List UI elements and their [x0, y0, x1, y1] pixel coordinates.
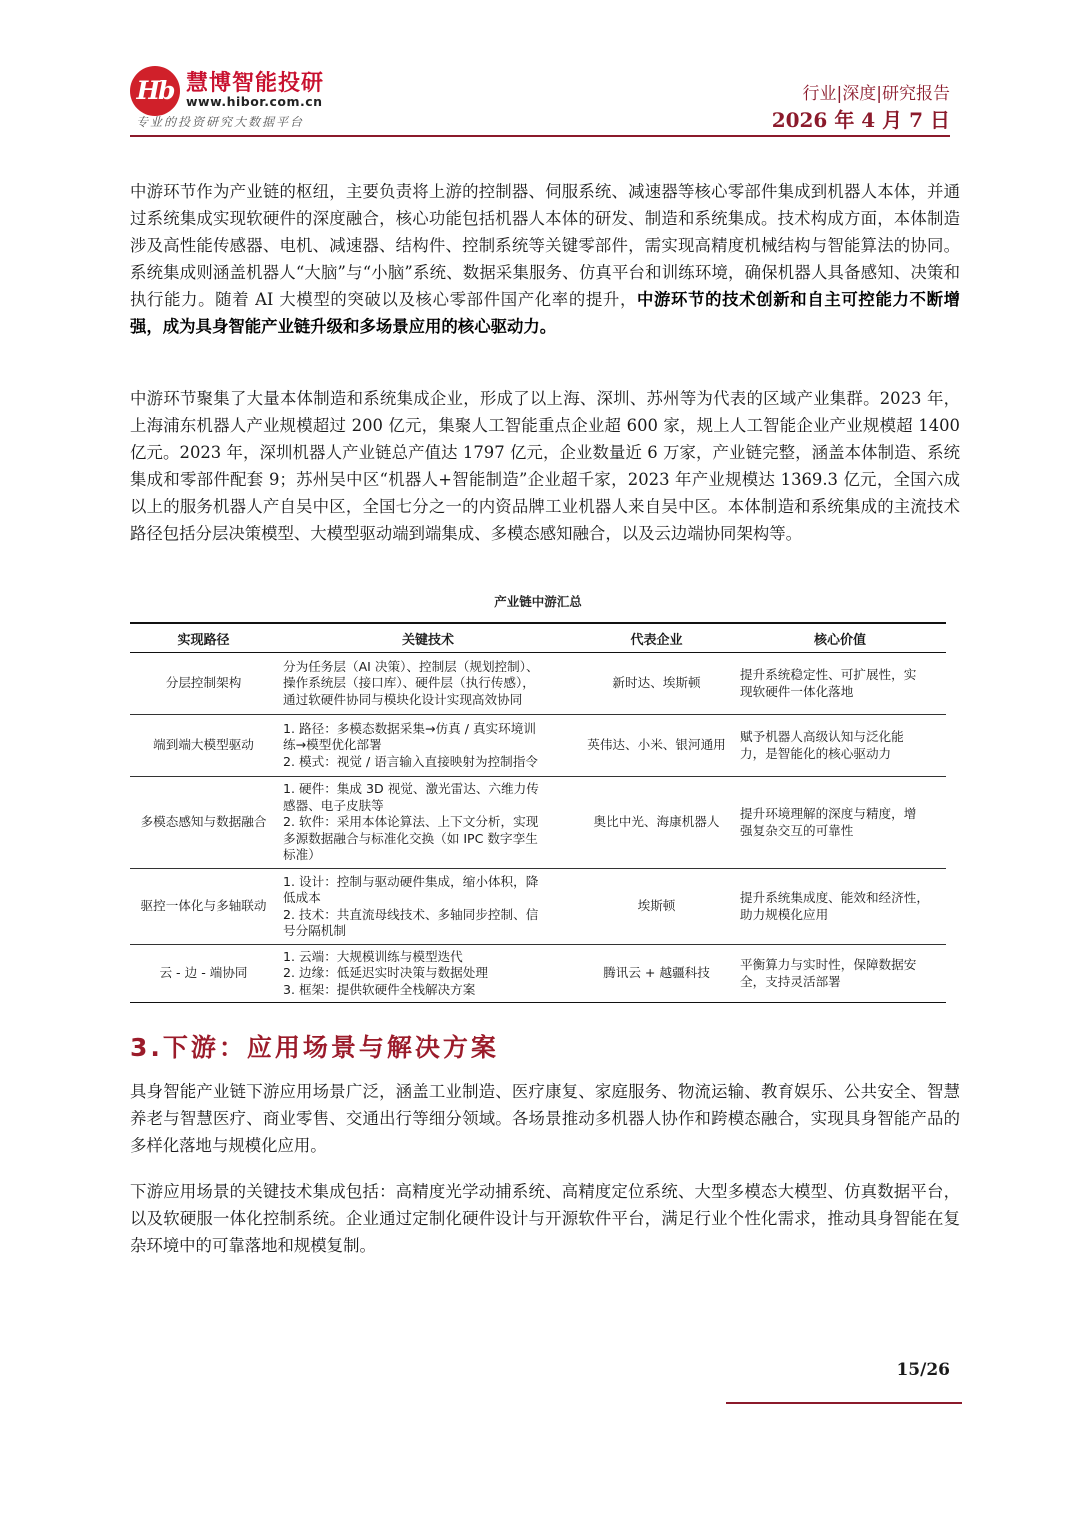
path-cell: 端到端大模型驱动 — [130, 715, 277, 777]
logo-mark-icon: Hb — [130, 66, 180, 116]
report-type: 行业|深度|研究报告 — [802, 84, 950, 104]
column-header: 关键技术 — [277, 623, 579, 653]
brand-logo — [130, 66, 330, 130]
table-row — [130, 653, 946, 715]
table-row — [130, 777, 946, 869]
tech-line: 1. 硬件：集成 3D 视觉、激光雷达、六维力传 — [283, 781, 539, 797]
logo-name: 慧博智能投研 — [186, 71, 325, 96]
table-header-row — [130, 623, 946, 653]
value-cell — [734, 777, 946, 869]
logo-slogan: 专业的投资研究大数据平台 — [136, 115, 305, 129]
tech-line: 多源数据融合与标准化交换（如 IPC 数字孪生 — [283, 830, 538, 846]
value-cell — [734, 869, 946, 945]
logo-url: www.hibor.com.cn — [186, 94, 323, 109]
value-line: 全，支持灵活部署 — [740, 973, 841, 989]
downstream-paragraph-1: 具身智能产业链下游应用场景广泛，涵盖工业制造、医疗康复、家庭服务、物流运输、教育娱乐、公共安全、智慧养老与智慧医疗、商业零售、交通出行等细分领域。各场景推动多机器人协作和跨模态融合，实现具身智能产品的多样化落地与规模化应用。 — [130, 1082, 960, 1155]
tech-cell — [277, 653, 579, 715]
tech-line: 1. 设计：控制与驱动硬件集成，缩小体积，降 — [283, 873, 539, 889]
tech-line: 号分隔机制 — [283, 923, 346, 938]
value-line: 现软硬件一体化落地 — [740, 683, 854, 699]
companies-cell: 埃斯顿 — [579, 869, 734, 945]
tech-line: 2. 软件：采用本体论算法、上下文分析，实现 — [283, 814, 539, 830]
midstream-paragraph-2: 中游环节聚集了大量本体制造和系统集成企业，形成了以上海、深圳、苏州等为代表的区域产业集群。2023 年，上海浦东机器人产业规模超过 200 亿元，集聚人工智能重点企业超 600 家，规上人工智能企业产业规模超 1400 亿元。2023 年，深圳机器人产业链总产值达 1797 亿元，企业数量近 6 万家，产业链完整，涵盖本体制造、系统集成和零部件配套 9；苏州吴中区“机器人+智能制造”企业超千家，2023 年产业规模达 1369.3 亿元，全国六成以上的服务机器人产自吴中区，全国七分之一的内资品牌工业机器人来自吴中区。本体制造和系统集成的主流技术路径包括分层决策模型、大模型驱动端到端集成、多模态感知融合，以及云边端协同架构等。 — [130, 389, 960, 543]
column-header: 实现路径 — [130, 623, 277, 653]
companies-cell: 奥比中光、海康机器人 — [579, 777, 734, 869]
path-cell: 云 - 边 - 端协同 — [159, 965, 248, 981]
tech-line: 2. 技术：共直流母线技术、多轴同步控制、信 — [283, 906, 539, 922]
companies-cell: 英伟达、小米、银河通用 — [579, 715, 734, 777]
value-line: 强复杂交互的可靠性 — [740, 822, 854, 838]
downstream-paragraph-2: 下游应用场景的关键技术集成包括：高精度光学动捕系统、高精度定位系统、大型多模态大模型、仿真数据平台，以及软硬服一体化控制系统。企业通过定制化硬件设计与开源软件平台，满足行业个性化需求，推动具身智能在复杂环境中的可靠落地和规模复制。 — [130, 1182, 960, 1255]
value-line: 赋予机器人高级认知与泛化能 — [740, 729, 904, 744]
column-header: 代表企业 — [579, 623, 734, 653]
path-cell: 驱控一体化与多轴联动 — [130, 869, 277, 945]
tech-line: 练→模型优化部署 — [283, 737, 382, 753]
column-header: 核心价值 — [734, 623, 946, 653]
table-row — [130, 945, 946, 1003]
tech-line: 操作系统层（接口库）、硬件层（执行传感）， — [283, 675, 535, 691]
tech-line: 1. 云端：大规模训练与模型迭代 — [283, 948, 463, 964]
page-number: 15/26 — [896, 1360, 950, 1380]
report-date: 2026 年 4 月 7 日 — [771, 108, 950, 132]
value-line: 平衡算力与实时性，保障数据安 — [740, 957, 917, 972]
companies-cell: 腾讯云 + 越疆科技 — [603, 965, 710, 981]
tech-line: 标准） — [283, 847, 321, 863]
tech-line: 通过软硬件协同与模块化设计实现高效协同 — [283, 691, 523, 707]
tech-line: 低成本 — [283, 890, 321, 905]
footer-divider — [726, 1402, 962, 1404]
value-line: 提升系统稳定性、可扩展性，实 — [740, 667, 917, 682]
tech-cell — [277, 715, 579, 777]
tech-line: 2. 边缘：低延迟实时决策与数据处理 — [283, 965, 488, 981]
companies-cell: 新时达、埃斯顿 — [579, 653, 734, 715]
table-row — [130, 715, 946, 777]
table-row — [130, 869, 946, 945]
value-line: 力，是智能化的核心驱动力 — [740, 745, 892, 761]
value-cell — [734, 653, 946, 715]
value-line: 提升系统集成度、能效和经济性， — [740, 890, 929, 905]
tech-line: 2. 模式：视觉 / 语言输入直接映射为控制指令 — [283, 753, 538, 769]
value-cell — [734, 715, 946, 777]
paragraph-text: 中游环节作为产业链的枢纽，主要负责将上游的控制器、伺服系统、减速器等核心零部件集成到机器人本体，并通过系统集成实现软硬件的深度融合，核心功能包括机器人本体的研发、制造和系统集成。技术构成方面，本体制造涉及高性能传感器、电机、减速器、结构件、控制系统等关键零部件，需实现高精度机械结构与智能算法的协同。系统集成则涵盖机器人“大脑”与“小脑”系统、数据采集服务、仿真平台和训练环境，确保机器人具备感知、决策和执行能力。随着 AI 大模型的突破以及核心零部件国产化率的提升， — [130, 182, 960, 309]
value-line: 助力规模化应用 — [740, 906, 829, 922]
paragraph-bold-conclusion: 中游环节的技术创新和自主可控能力不断增强，成为具身智能产业链升级和多场景应用的核心驱动力。 — [130, 290, 960, 336]
midstream-paragraph-1 — [130, 178, 960, 340]
midstream-summary-table — [130, 622, 946, 1003]
value-cell — [734, 945, 946, 1003]
path-cell: 多模态感知与数据融合 — [130, 777, 277, 869]
tech-line: 感器、电子皮肤等 — [283, 797, 384, 813]
path-cell: 分层控制架构 — [130, 653, 277, 715]
value-line: 提升环境理解的深度与精度，增 — [740, 806, 917, 821]
tech-cell — [277, 945, 579, 1003]
tech-cell — [277, 869, 579, 945]
tech-cell — [277, 777, 579, 869]
tech-line: 分为任务层（AI 决策）、控制层（规划控制）、 — [283, 658, 539, 674]
section-heading: 3.下游：应用场景与解决方案 — [130, 1033, 499, 1062]
header-divider — [130, 135, 950, 137]
table-title: 产业链中游汇总 — [494, 594, 582, 609]
tech-line: 3. 框架：提供软硬件全栈解决方案 — [283, 981, 476, 997]
tech-line: 1. 路径：多模态数据采集→仿真 / 真实环境训 — [283, 720, 536, 736]
